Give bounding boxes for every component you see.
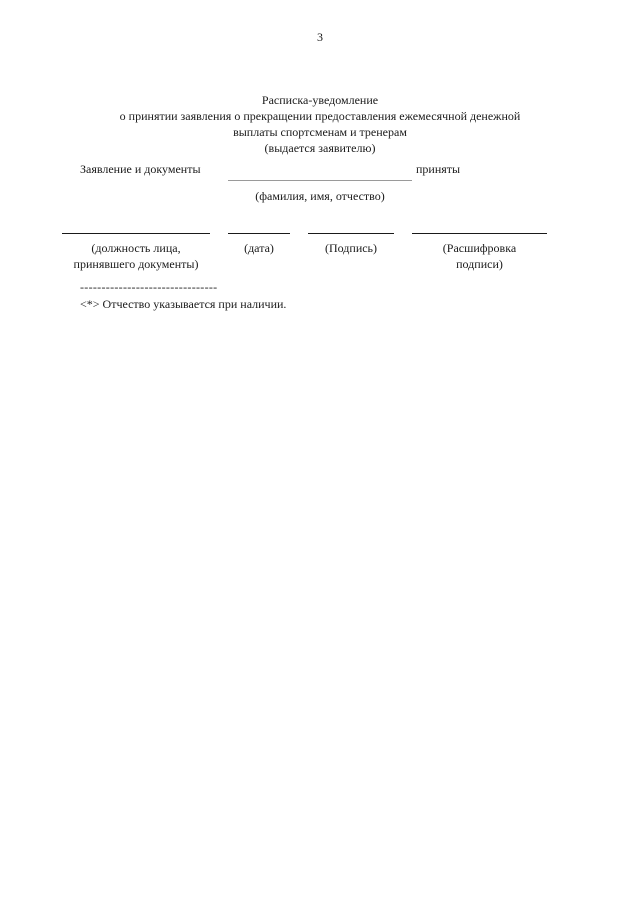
position-caption-line-1: (должность лица, bbox=[91, 241, 181, 255]
position-line bbox=[62, 233, 210, 234]
name-field-line bbox=[228, 180, 412, 181]
document-heading bbox=[0, 92, 640, 156]
name-field-caption: (фамилия, имя, отчество) bbox=[255, 189, 385, 203]
date-line bbox=[228, 233, 290, 234]
date-caption: (дата) bbox=[244, 241, 274, 255]
footnote-separator: -------------------------------- bbox=[80, 280, 218, 294]
heading-line-4: (выдается заявителю) bbox=[264, 141, 376, 155]
statement-prefix: Заявление и документы bbox=[80, 162, 201, 176]
signature-line bbox=[308, 233, 394, 234]
position-caption bbox=[56, 240, 216, 272]
statement-suffix: приняты bbox=[416, 162, 461, 176]
decoding-line bbox=[412, 233, 547, 234]
heading-line-2: о принятии заявления о прекращении предоставления ежемесячной денежной bbox=[119, 109, 521, 123]
heading-line-3: выплаты спортсменам и тренерам bbox=[233, 125, 407, 139]
page-number: 3 bbox=[317, 30, 323, 44]
signature-caption: (Подпись) bbox=[324, 241, 378, 255]
decoding-caption-line-1: (Расшифровка bbox=[442, 241, 517, 255]
decoding-caption-line-2: подписи) bbox=[456, 257, 503, 271]
document-title: Расписка-уведомление bbox=[261, 93, 379, 107]
decoding-caption bbox=[412, 240, 547, 272]
footnote-text: <*> Отчество указывается при наличии. bbox=[80, 297, 287, 311]
position-caption-line-2: принявшего документы) bbox=[73, 257, 199, 271]
